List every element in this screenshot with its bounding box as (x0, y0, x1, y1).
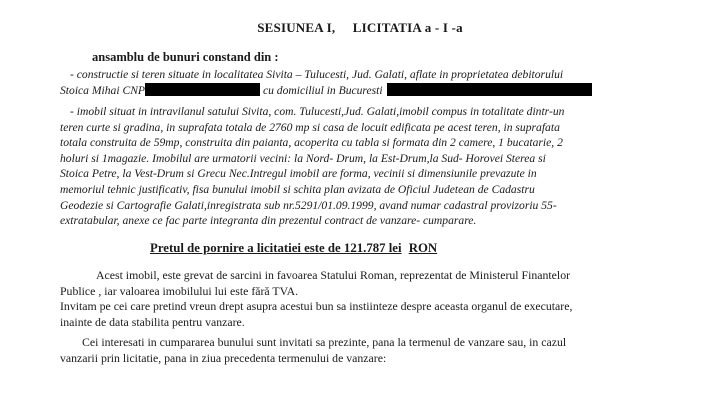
item-construction (60, 67, 660, 98)
starting-price-text: Pretul de pornire a licitatiei este de 121.787 lei (150, 241, 402, 255)
redacted-address (387, 83, 592, 96)
item-construction-line1: - constructie si teren situate in localitatea Sivita – Tulucesti, Jud. Galati, aflate in proprietatea debitorului (70, 68, 564, 81)
residence-label: cu domiciliul in Bucuresti (262, 83, 383, 97)
item-property (60, 104, 660, 229)
item-property-line: memoriul tehnic justificativ, fisa bunului imobil si schita plan avizata de Oficiul Judetean de Cadastru (60, 182, 535, 196)
redacted-cnp (145, 83, 260, 96)
encumbrance-paragraph (60, 268, 665, 299)
session-title-right: LICITATIA a - I -a (352, 20, 463, 35)
item-property-line: totala construita de 59mp, construita din paianta, acoperita cu tabla si formata din 2 camere, 1 bucatarie, 2 (60, 136, 563, 150)
claims-paragraph (60, 299, 665, 330)
item-property-line: - imobil situat in intravilanul satului Sivita, com. Tulucesti,Jud. Galati,imobil compus in totalitate dintr-un (70, 105, 565, 118)
starting-price (150, 241, 437, 256)
buyers-line: vanzarii prin licitatie, pana in ziua precedenta termenului de vanzare: (60, 350, 387, 365)
item-property-line: Geodezie si Cartografie Galati,inregistrata sub nr.5291/01.09.1999, avand numar cadastral provizoriu 55- (60, 198, 557, 212)
item-construction-line2 (60, 83, 660, 99)
assets-heading: ansamblu de bunuri constand din : (92, 50, 279, 64)
buyers-paragraph (60, 335, 665, 366)
debtor-name: Stoica Mihai CNP (60, 83, 146, 97)
session-title (0, 20, 720, 36)
starting-price-currency: RON (408, 241, 438, 255)
encumbrance-line: Acest imobil, este grevat de sarcini in favoarea Statului Roman, reprezentat de Ministerul Finantelor (96, 268, 571, 282)
claims-line: inainte de data stabilita pentru vanzare. (60, 314, 245, 329)
item-property-line: Stoica Petre, la Vest-Drum si Grecu Nec.Intregul imobil are forma, vecinii si dimensiunile prevazute in (60, 167, 537, 181)
session-title-left: SESIUNEA I, (257, 20, 336, 35)
encumbrance-line: Publice , iar valoarea imobilului lui este fără TVA. (60, 283, 299, 298)
claims-line: Invitam pe cei care pretind vreun drept asupra acestui bun sa instiinteze despre aceasta organul de executare, (60, 299, 573, 313)
item-property-line: teren curte si gradina, in suprafata totala de 2760 mp si casa de locuit edificata pe acest teren, in suprafata (60, 120, 560, 134)
item-property-line: extratabular, anexe ce fac parte integranta din prezentul contract de vanzare- cumparare. (60, 214, 477, 228)
item-property-line: holuri si 1magazie. Imobilul are urmatorii vecini: la Nord- Drum, la Est-Drum,la Sud- Horovei Sterea si (60, 151, 546, 165)
buyers-line: Cei interesati in cumpararea bunului sunt invitati sa prezinte, pana la termenul de vanzare sau, in cazul (82, 335, 567, 349)
